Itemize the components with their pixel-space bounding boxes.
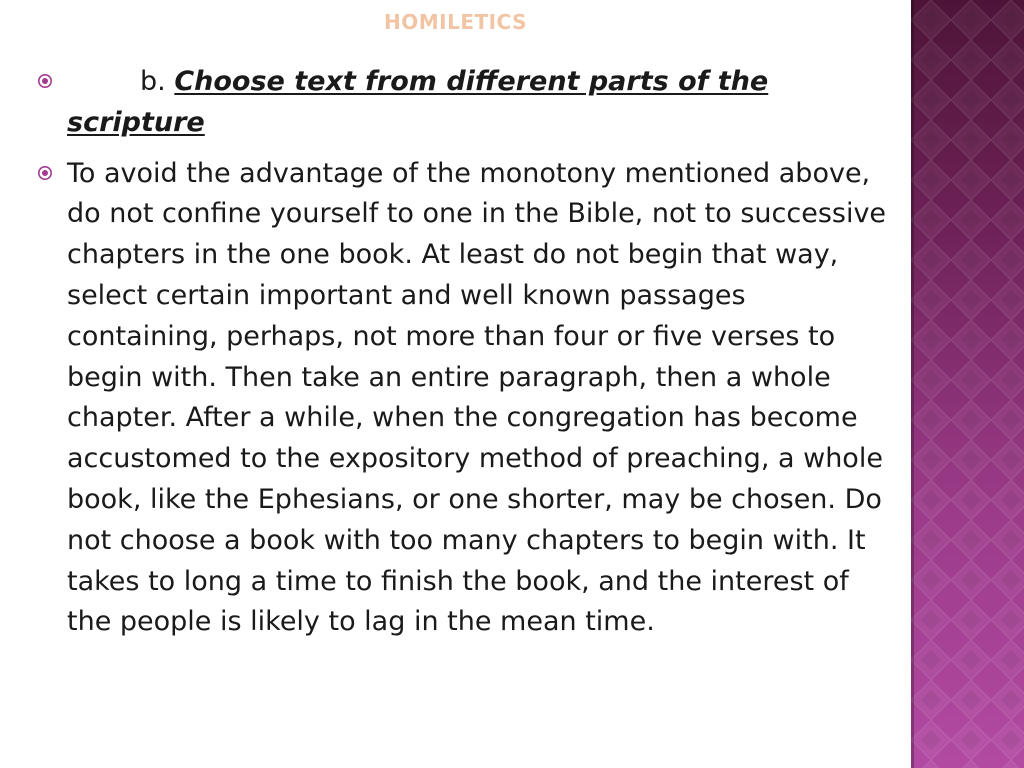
circle-bullet-icon: [37, 73, 53, 89]
heading-text: Choose text from different parts of the scripture: [67, 66, 769, 138]
diamond-pattern: [911, 0, 1024, 768]
bullet-heading: [36, 62, 888, 144]
side-decoration-panel: [911, 0, 1024, 768]
heading-prefix: b.: [140, 66, 166, 97]
side-panel-edge: [911, 0, 914, 768]
slide-title: HOMILETICS: [383, 10, 528, 34]
slide-content: [36, 62, 888, 643]
circle-bullet-icon: [37, 165, 53, 181]
bullet-body: [36, 154, 888, 644]
body-paragraph: To avoid the advantage of the monotony mentioned above, do not confine yourself to one in the Bible, not to successive chapters in the one book. At least do not begin that way, select certain important and well known passages containing, perhaps, not more than four or five verses to begin with. Then take an entire paragraph, then a whole chapter. After a while, when the congregation has become accustomed to the expository method of preaching, a whole book, like the Ephesians, or one shorter, may be chosen. Do not choose a book with too many chapters to begin with. It takes to long a time to finish the book, and the interest of the people is likely to lag in the mean time.: [67, 157, 887, 638]
